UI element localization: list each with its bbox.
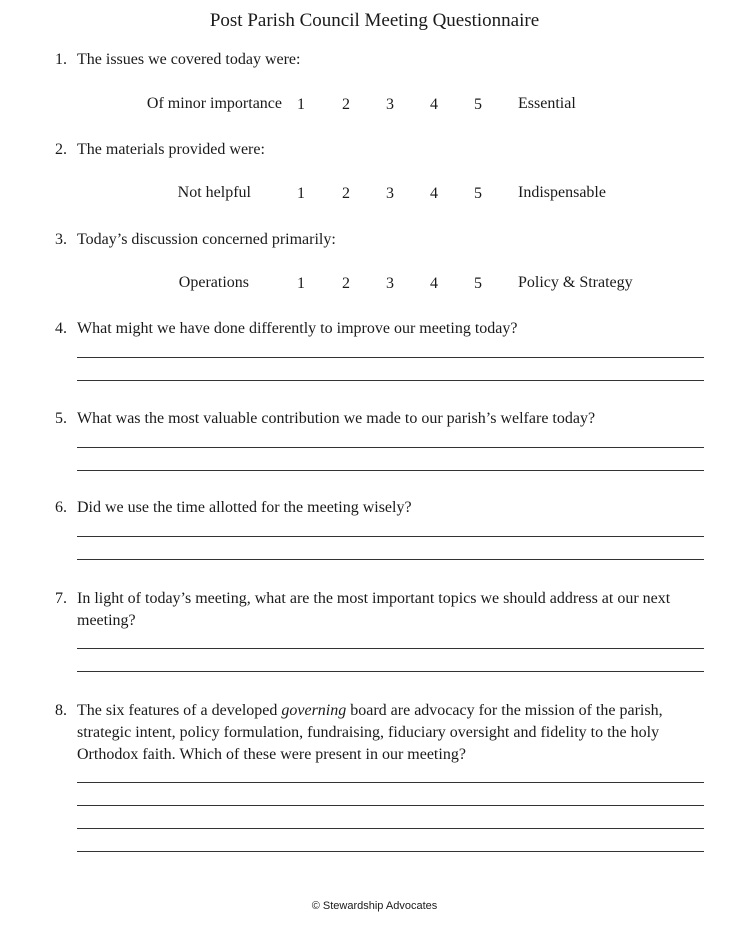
answer-line[interactable] <box>77 805 704 806</box>
answer-line[interactable] <box>77 782 704 783</box>
scale-option-2[interactable]: 2 <box>342 275 350 292</box>
scale-high-label: Policy & Strategy <box>518 274 633 291</box>
question-text: In light of today’s meeting, what are the most important topics we should address at our next meeting? <box>77 590 671 629</box>
question-text: What might we have done differently to improve our meeting today? <box>77 320 518 337</box>
scale-low-label: Not helpful <box>177 184 251 201</box>
scale-high-label: Essential <box>518 95 576 112</box>
answer-line[interactable] <box>77 648 704 649</box>
question-number: 1. <box>55 51 67 68</box>
scale-option-1[interactable]: 1 <box>297 275 305 292</box>
scale-option-3[interactable]: 3 <box>386 96 394 113</box>
question-number: 6. <box>55 499 67 516</box>
answer-line[interactable] <box>77 470 704 471</box>
answer-line[interactable] <box>77 559 704 560</box>
scale-high-label: Indispensable <box>518 184 606 201</box>
scale-option-1[interactable]: 1 <box>297 96 305 113</box>
scale-option-4[interactable]: 4 <box>430 275 438 292</box>
scale-option-5[interactable]: 5 <box>474 275 482 292</box>
question-text: What was the most valuable contribution we made to our parish’s welfare today? <box>77 410 596 427</box>
scale-option-4[interactable]: 4 <box>430 96 438 113</box>
scale-option-5[interactable]: 5 <box>474 96 482 113</box>
answer-line[interactable] <box>77 357 704 358</box>
answer-line[interactable] <box>77 828 704 829</box>
answer-line[interactable] <box>77 536 704 537</box>
question-text: The materials provided were: <box>77 141 265 158</box>
question-number: 7. <box>55 590 67 607</box>
emphasized-word: governing <box>281 702 347 719</box>
scale-option-3[interactable]: 3 <box>386 185 394 202</box>
scale-option-3[interactable]: 3 <box>386 275 394 292</box>
copyright-footer: © Stewardship Advocates <box>311 900 438 912</box>
question-number: 2. <box>55 141 67 158</box>
question-text: Did we use the time allotted for the meeting wisely? <box>77 499 412 516</box>
answer-line[interactable] <box>77 380 704 381</box>
answer-line[interactable] <box>77 851 704 852</box>
page-title: Post Parish Council Meeting Questionnaire <box>209 10 540 31</box>
question-text-part: The six features of a developed <box>77 702 282 719</box>
scale-option-4[interactable]: 4 <box>430 185 438 202</box>
scale-low-label: Of minor importance <box>146 95 282 112</box>
scale-option-2[interactable]: 2 <box>342 185 350 202</box>
question-number: 4. <box>55 320 67 337</box>
scale-option-2[interactable]: 2 <box>342 96 350 113</box>
answer-line[interactable] <box>77 447 704 448</box>
answer-line[interactable] <box>77 671 704 672</box>
question-text: The issues we covered today were: <box>77 51 301 68</box>
question-text <box>77 700 717 766</box>
scale-option-5[interactable]: 5 <box>474 185 482 202</box>
scale-option-1[interactable]: 1 <box>297 185 305 202</box>
scale-low-label: Operations <box>178 274 249 291</box>
question-number: 3. <box>55 231 67 248</box>
question-text-part: board are advocacy for the mission of the parish, strategic intent, policy formulation, fundraising, fiduciary oversight and fidelity to the holy Orthodox faith. Which of these were present in our meeting? <box>77 702 663 763</box>
question-number: 5. <box>55 410 67 427</box>
question-number: 8. <box>55 702 67 719</box>
question-text: Today’s discussion concerned primarily: <box>77 231 336 248</box>
